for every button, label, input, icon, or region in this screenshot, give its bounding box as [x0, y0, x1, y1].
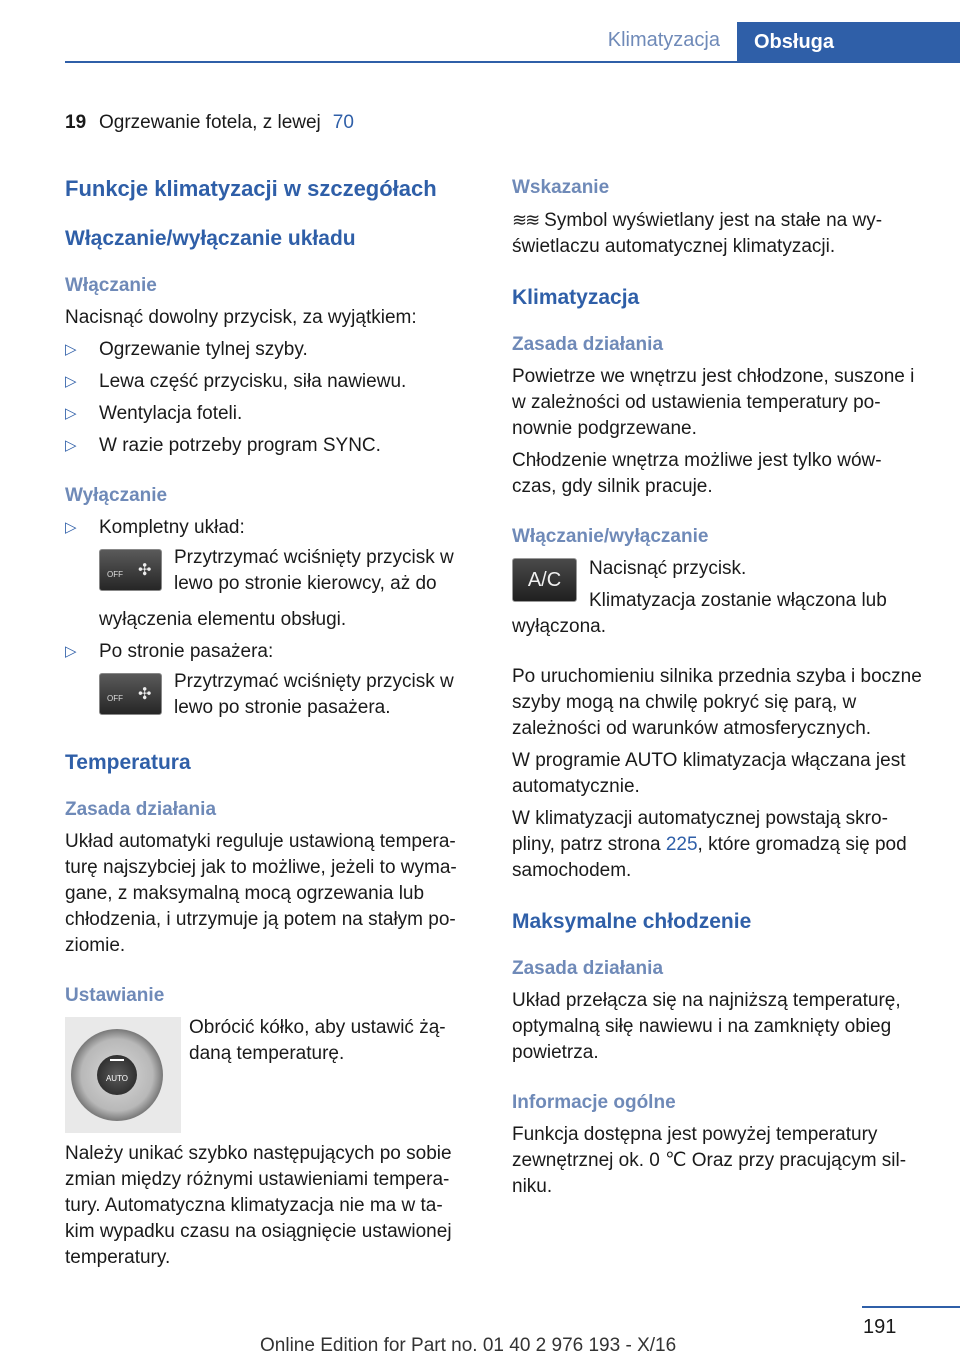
note-text: ≋≋ Symbol wyświetlany jest na stałe na wy- świetlaczu automatycznej klimatyzacji. — [512, 207, 927, 260]
header-rule — [65, 61, 960, 63]
page-link[interactable]: 225 — [665, 834, 698, 855]
fan-icon: ✣ — [138, 686, 152, 703]
setting-text: Obrócić kółko, aby ustawić żą- daną temperaturę. — [189, 1017, 446, 1064]
max-text: Układ przełącza się na najniższą temperaturę, optymalną siłę nawiewu i na zamknięty obieg powietrza. — [512, 990, 901, 1063]
list-item: ▷ W razie potrzeby program SYNC. — [65, 433, 475, 459]
callout-page-link[interactable]: 70 — [332, 112, 354, 133]
heading-principle: Zasada działania — [512, 334, 664, 355]
heading-principle: Zasada działania — [512, 958, 664, 979]
left-column — [65, 175, 475, 1277]
bullet-triangle-icon: ▷ — [65, 341, 77, 358]
heading-max-cooling: Maksymalne chłodzenie — [512, 910, 752, 933]
heading-ac-onoff: Włączanie/wyłączanie — [512, 526, 709, 547]
ac-auto-text: W programie AUTO klimatyzacja włączana jest automatycznie. — [512, 750, 906, 797]
temperature-dial-image: AUTO — [65, 1017, 181, 1133]
temperature-text: Układ automatyki reguluje ustawioną tempera- turę najszybciej jak to możliwe, jeżeli to wyma- gane, z maksymalną mocą ogrzewania lub chłodzenia, i utrzymuje ją potem na stałym po- ziomie. — [65, 831, 457, 956]
fan-off-button-image: OFF ✣ — [99, 673, 162, 715]
bullet-triangle-icon: ▷ — [65, 405, 77, 422]
footer-edition: Online Edition for Part no. 01 40 2 976 193 - X/16 — [260, 1335, 677, 1356]
section-title: Funkcje klimatyzacji w szczegółach — [65, 176, 437, 201]
ac-fog-text: Po uruchomieniu silnika przednia szyba i boczne szyby mogą na chwilę pokryć się parą, w zależności od warunków atmosferycznych. — [512, 666, 922, 739]
minus-icon — [110, 1059, 124, 1061]
page-number: 191 — [863, 1316, 897, 1338]
bullet-triangle-icon: ▷ — [65, 643, 77, 660]
list-item: ▷ Po stronie pasażera: OFF ✣ Przytrzymać wciśnięty przycisk w lewo po stronie pasażera. — [65, 639, 475, 725]
fan-icon: ✣ — [138, 562, 152, 579]
bullet-triangle-icon: ▷ — [65, 373, 77, 390]
header-tab: Obsługa — [737, 22, 960, 62]
ac-button-image: A/C — [512, 558, 577, 602]
ac-text-2: Chłodzenie wnętrza możliwe jest tylko wów- czas, gdy silnik pracuje. — [512, 450, 882, 497]
bullet-triangle-icon: ▷ — [65, 519, 77, 536]
callout-number: 19 — [65, 112, 87, 133]
heading-on: Włączanie — [65, 275, 157, 296]
heat-waves-icon: ≋≋ — [512, 210, 539, 230]
heading-note: Wskazanie — [512, 177, 610, 198]
heading-info: Informacje ogólne — [512, 1092, 676, 1113]
list-item: ▷ Lewa część przycisku, siła nawiewu. — [65, 369, 475, 395]
ac-toggle-text: Klimatyzacja zostanie włączona lub wyłączona. — [512, 590, 887, 637]
heading-setting: Ustawianie — [65, 985, 165, 1006]
heading-temperature: Temperatura — [65, 751, 191, 774]
ac-press-text: Nacisnąć przycisk. — [589, 558, 747, 579]
on-list — [65, 337, 475, 459]
heading-ac: Klimatyzacja — [512, 286, 640, 309]
list-item: ▷ Wentylacja foteli. — [65, 401, 475, 427]
ac-text-1: Powietrze we wnętrzu jest chłodzone, suszone i w zależności od ustawienia temperatury po- nownie podgrzewane. — [512, 366, 915, 439]
bullet-triangle-icon: ▷ — [65, 437, 77, 454]
heading-off: Wyłączanie — [65, 485, 168, 506]
list-item: ▷ Kompletny układ: OFF ✣ Przytrzymać wciśnięty przycisk w lewo po stronie kierowcy, aż do wyłączenia elementu obsługi. — [65, 515, 475, 633]
off-button-row: OFF ✣ Przytrzymać wciśnięty przycisk w lewo po stronie pasażera. — [99, 669, 475, 725]
callout-text: Ogrzewanie fotela, z lewej — [99, 112, 321, 133]
ac-condensate-text: W klimatyzacji automatycznej powstają skro- pliny, patrz strona 225, które gromadzą się pod samochodem. — [512, 808, 907, 881]
list-item: ▷ Ogrzewanie tylnej szyby. — [65, 337, 475, 363]
info-text: Funkcja dostępna jest powyżej temperatury zewnętrznej ok. 0 ℃ Oraz przy pracującym sil- niku. — [512, 1124, 907, 1197]
header-section: Klimatyzacja — [607, 29, 720, 51]
off-list — [65, 515, 475, 725]
fan-off-button-image: OFF ✣ — [99, 549, 162, 591]
heading-principle: Zasada działania — [65, 799, 217, 820]
off-button-row: OFF ✣ Przytrzymać wciśnięty przycisk w lewo po stronie kierowcy, aż do — [99, 545, 475, 601]
callout-reference — [65, 112, 354, 134]
on-intro: Nacisnąć dowolny przycisk, za wyjątkiem: — [65, 307, 417, 328]
right-column — [512, 175, 927, 1206]
heading-onoff: Włączanie/wyłączanie układu — [65, 227, 356, 250]
page-header — [0, 0, 960, 62]
avoid-text: Należy unikać szybko następujących po sobie zmian między różnymi ustawieniami tempera- tury. Automatyczna klimatyzacja nie ma w ta- kim wypadku czasu na osiągnięcie ustawionej temperatury. — [65, 1143, 452, 1268]
footer-rule — [862, 1306, 960, 1308]
